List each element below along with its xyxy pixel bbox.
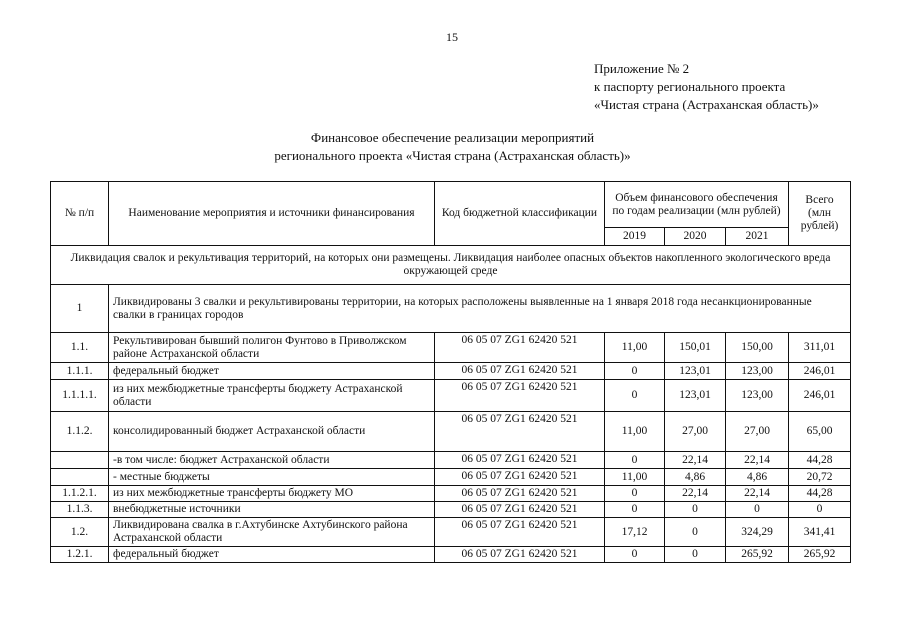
row-total: 246,01 — [789, 380, 851, 412]
row-name: из них межбюджетные трансферты бюджету Астраханской области — [109, 380, 435, 412]
table-row — [51, 502, 851, 518]
row-value-2021: 150,00 — [726, 333, 789, 363]
row-num: 1.1.1.1. — [51, 380, 109, 412]
table-row — [51, 452, 851, 469]
row-num: 1.1.2.1. — [51, 486, 109, 502]
row-value-2019: 0 — [605, 486, 665, 502]
row-value-2019: 0 — [605, 363, 665, 380]
row-num: 1.1.3. — [51, 502, 109, 518]
row-value-2019: 17,12 — [605, 518, 665, 547]
row-value-2020: 22,14 — [665, 486, 726, 502]
document-title — [0, 129, 905, 165]
row-name: из них межбюджетные трансферты бюджету МО — [109, 486, 435, 502]
row-name: -в том числе: бюджет Астраханской области — [109, 452, 435, 469]
row-total: 0 — [789, 502, 851, 518]
row-num — [51, 452, 109, 469]
row-value-2019: 0 — [605, 452, 665, 469]
row-name: федеральный бюджет — [109, 547, 435, 563]
row-value-2020: 123,01 — [665, 380, 726, 412]
task-row-text: Ликвидированы 3 свалки и рекультивированы территории, на которых расположены выявленные на 1 января 2018 года несанкционированные свалки в границах городов — [109, 285, 851, 333]
row-total: 20,72 — [789, 469, 851, 486]
row-value-2021: 4,86 — [726, 469, 789, 486]
task-row-num: 1 — [51, 285, 109, 333]
section-row-text: Ликвидация свалок и рекультивация территорий, на которых они размещены. Ликвидация наиболее опасных объектов накопленного экологического вреда окружающей среде — [51, 246, 851, 285]
row-kbk: 06 05 07 ZG1 62420 521 — [435, 469, 605, 486]
section-row — [51, 246, 851, 285]
row-value-2021: 22,14 — [726, 452, 789, 469]
row-num: 1.1.2. — [51, 412, 109, 452]
table-row — [51, 380, 851, 412]
row-kbk: 06 05 07 ZG1 62420 521 — [435, 412, 605, 452]
row-total: 65,00 — [789, 412, 851, 452]
row-value-2019: 11,00 — [605, 469, 665, 486]
row-num: 1.2. — [51, 518, 109, 547]
row-num: 1.2.1. — [51, 547, 109, 563]
row-kbk: 06 05 07 ZG1 62420 521 — [435, 333, 605, 363]
table-row — [51, 547, 851, 563]
row-value-2020: 0 — [665, 518, 726, 547]
row-value-2021: 123,00 — [726, 363, 789, 380]
row-value-2021: 265,92 — [726, 547, 789, 563]
row-total: 341,41 — [789, 518, 851, 547]
row-kbk: 06 05 07 ZG1 62420 521 — [435, 452, 605, 469]
row-num — [51, 469, 109, 486]
row-name: федеральный бюджет — [109, 363, 435, 380]
row-total: 265,92 — [789, 547, 851, 563]
row-value-2019: 0 — [605, 547, 665, 563]
table-row — [51, 518, 851, 547]
row-total: 44,28 — [789, 452, 851, 469]
row-name: - местные бюджеты — [109, 469, 435, 486]
row-value-2019: 0 — [605, 380, 665, 412]
row-total: 246,01 — [789, 363, 851, 380]
row-value-2020: 0 — [665, 502, 726, 518]
title-line-1: Финансовое обеспечение реализации мероприятий — [310, 130, 595, 145]
header-volume: Объем финансового обеспечения по годам реализации (млн рублей) — [605, 182, 789, 228]
row-value-2019: 0 — [605, 502, 665, 518]
table-row — [51, 412, 851, 452]
header-year-2019: 2019 — [605, 228, 665, 246]
appendix-header — [594, 60, 819, 114]
row-value-2019: 11,00 — [605, 333, 665, 363]
row-kbk: 06 05 07 ZG1 62420 521 — [435, 547, 605, 563]
title-line-2: регионального проекта «Чистая страна (Астраханская область)» — [274, 148, 631, 163]
header-total: Всего (млн рублей) — [789, 182, 851, 246]
appendix-line-2: к паспорту регионального проекта — [594, 79, 786, 94]
row-value-2020: 123,01 — [665, 363, 726, 380]
header-num: № п/п — [51, 182, 109, 246]
header-name: Наименование мероприятия и источники финансирования — [109, 182, 435, 246]
row-value-2021: 123,00 — [726, 380, 789, 412]
row-kbk: 06 05 07 ZG1 62420 521 — [435, 486, 605, 502]
row-kbk: 06 05 07 ZG1 62420 521 — [435, 363, 605, 380]
table-row — [51, 486, 851, 502]
appendix-line-3: «Чистая страна (Астраханская область)» — [594, 97, 819, 112]
row-num: 1.1.1. — [51, 363, 109, 380]
row-value-2021: 0 — [726, 502, 789, 518]
row-name: Ликвидирована свалка в г.Ахтубинске Ахтубинского района Астраханской области — [109, 518, 435, 547]
row-name: консолидированный бюджет Астраханской области — [109, 412, 435, 452]
task-row — [51, 285, 851, 333]
financing-table — [50, 181, 851, 563]
appendix-line-1: Приложение № 2 — [594, 61, 690, 76]
row-value-2021: 324,29 — [726, 518, 789, 547]
row-total: 311,01 — [789, 333, 851, 363]
header-year-2020: 2020 — [665, 228, 726, 246]
row-name: Рекультивирован бывший полигон Фунтово в Приволжском районе Астраханской области — [109, 333, 435, 363]
row-value-2020: 27,00 — [665, 412, 726, 452]
row-name: внебюджетные источники — [109, 502, 435, 518]
row-value-2021: 27,00 — [726, 412, 789, 452]
table-row — [51, 363, 851, 380]
page-number: 15 — [446, 30, 458, 44]
table-row — [51, 333, 851, 363]
row-value-2020: 4,86 — [665, 469, 726, 486]
header-kbk: Код бюджетной классификации — [435, 182, 605, 246]
row-total: 44,28 — [789, 486, 851, 502]
row-kbk: 06 05 07 ZG1 62420 521 — [435, 502, 605, 518]
row-value-2021: 22,14 — [726, 486, 789, 502]
header-year-2021: 2021 — [726, 228, 789, 246]
table-row — [51, 469, 851, 486]
row-kbk: 06 05 07 ZG1 62420 521 — [435, 380, 605, 412]
header-row — [51, 182, 851, 228]
row-value-2020: 22,14 — [665, 452, 726, 469]
row-kbk: 06 05 07 ZG1 62420 521 — [435, 518, 605, 547]
row-value-2019: 11,00 — [605, 412, 665, 452]
row-value-2020: 0 — [665, 547, 726, 563]
row-value-2020: 150,01 — [665, 333, 726, 363]
row-num: 1.1. — [51, 333, 109, 363]
